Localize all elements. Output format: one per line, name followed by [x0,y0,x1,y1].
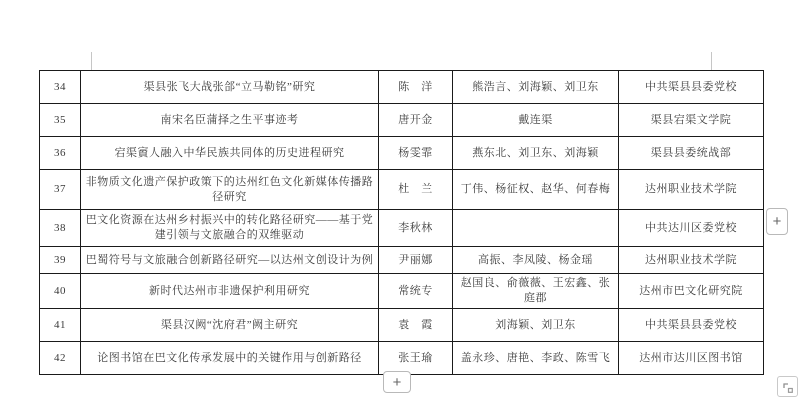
cell-number[interactable]: 35 [40,104,81,137]
table-row [40,342,764,375]
cell-number[interactable]: 42 [40,342,81,375]
table-row [40,247,764,274]
cell-unit[interactable]: 达州市达川区图书馆 [619,342,764,375]
table-row [40,210,764,247]
cell-members[interactable]: 熊浩言、刘海颖、刘卫东 [453,71,619,104]
table-row [40,71,764,104]
cell-members[interactable]: 戴连渠 [453,104,619,137]
cell-unit[interactable]: 渠县宕渠文学院 [619,104,764,137]
cell-number[interactable]: 38 [40,210,81,247]
cell-members[interactable] [453,210,619,247]
cell-title[interactable]: 新时代达州市非遗保护利用研究 [81,274,379,309]
cell-leader[interactable]: 尹丽娜 [379,247,453,274]
column-handle-tick-right [711,52,712,70]
cell-title[interactable]: 南宋名臣蒲择之生平事迹考 [81,104,379,137]
table-row [40,137,764,170]
cell-members[interactable]: 丁伟、杨征权、赵华、何春梅 [453,170,619,210]
cell-unit[interactable]: 达州职业技术学院 [619,247,764,274]
cell-title[interactable]: 巴文化资源在达州乡村振兴中的转化路径研究——基于党建引领与文旅融合的双维驱动 [81,210,379,247]
cell-leader[interactable]: 陈 洋 [379,71,453,104]
cell-unit[interactable]: 渠县县委统战部 [619,137,764,170]
cell-leader[interactable]: 李秋林 [379,210,453,247]
cell-members[interactable]: 盖永珍、唐艳、李政、陈雪飞 [453,342,619,375]
cell-unit[interactable]: 中共达川区委党校 [619,210,764,247]
cell-leader[interactable]: 袁 霞 [379,309,453,342]
cell-leader[interactable]: 杨雯霏 [379,137,453,170]
cell-number[interactable]: 41 [40,309,81,342]
cell-title[interactable]: 巴蜀符号与文旅融合创新路径研究—以达州文创设计为例 [81,247,379,274]
document-table[interactable] [39,70,764,375]
cell-unit[interactable]: 中共渠县县委党校 [619,309,764,342]
cell-unit[interactable]: 中共渠县县委党校 [619,71,764,104]
cell-leader[interactable]: 张王瑜 [379,342,453,375]
cell-unit[interactable]: 达州职业技术学院 [619,170,764,210]
cell-number[interactable]: 40 [40,274,81,309]
add-column-button[interactable]: + [766,208,788,235]
cell-members[interactable]: 燕东北、刘卫东、刘海颖 [453,137,619,170]
cell-members[interactable]: 赵国良、俞薇薇、王宏鑫、张庭郡 [453,274,619,309]
cell-number[interactable]: 37 [40,170,81,210]
cell-number[interactable]: 34 [40,71,81,104]
cell-title[interactable]: 渠县张飞大战张郃“立马勒铭”研究 [81,71,379,104]
cell-number[interactable]: 36 [40,137,81,170]
resize-table-button[interactable] [777,376,798,397]
cell-members[interactable]: 高振、李凤陵、杨金瑶 [453,247,619,274]
cell-title[interactable]: 渠县汉阙“沈府君”阙主研究 [81,309,379,342]
column-handle-tick-left [91,52,92,70]
cell-title[interactable]: 宕渠賨人融入中华民族共同体的历史进程研究 [81,137,379,170]
cell-leader[interactable]: 唐开金 [379,104,453,137]
table-row [40,170,764,210]
cell-leader[interactable]: 杜 兰 [379,170,453,210]
cell-title[interactable]: 论图书馆在巴文化传承发展中的关键作用与创新路径 [81,342,379,375]
cell-number[interactable]: 39 [40,247,81,274]
cell-unit[interactable]: 达州市巴文化研究院 [619,274,764,309]
table-row [40,309,764,342]
cell-members[interactable]: 刘海颖、刘卫东 [453,309,619,342]
add-row-button[interactable]: + [383,371,411,393]
table-row [40,104,764,137]
cell-leader[interactable]: 常统专 [379,274,453,309]
cell-title[interactable]: 非物质文化遗产保护政策下的达州红色文化新媒体传播路径研究 [81,170,379,210]
resize-handle-icon [782,381,794,393]
table-row [40,274,764,309]
